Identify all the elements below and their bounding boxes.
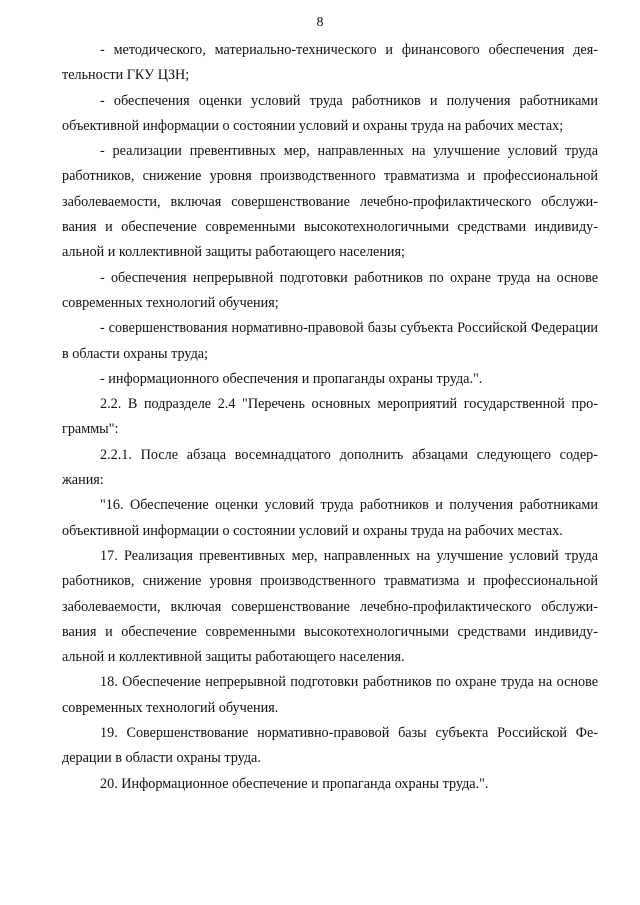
list-item-20: 20. Информационное обеспечение и пропаганда охраны труда.".	[100, 775, 489, 792]
paragraph-preventive-measures: - реализации превентивных мер, направленных на улучшение условий труда работников, снижение уровня производственного травматизма и профессиональной заболеваемости, включая совершенствование лечебно-профилактического обслуживания и обеспечение современными высокотехнологичными средствами индивидуальной и коллективной защиты работающего населения;	[62, 143, 598, 261]
paragraph-working-conditions-assessment: - обеспечения оценки условий труда работников и получения работниками объективной информации о состоянии условий и охраны труда на рабочих местах;	[62, 92, 598, 134]
list-item-18: 18. Обеспечение непрерывной подготовки работников по охране труда на основе современных технологий обучения.	[62, 674, 598, 716]
page-number: 8	[316, 15, 324, 30]
paragraph-regulatory-base: - совершенствования нормативно-правовой базы субъекта Российской Федерации в области охраны труда;	[62, 320, 598, 362]
paragraph-support-czn: - методического, материально-технического и финансового обеспечения деятельности ГКУ ЦЗН;	[62, 42, 598, 84]
list-item-19: 19. Совершенствование нормативно-правовой базы субъекта Российской Федерации в области охраны труда.	[62, 725, 598, 767]
document-body	[62, 38, 598, 797]
list-item-16: "16. Обеспечение оценки условий труда работников и получения работниками объективной информации о состоянии условий и охраны труда на рабочих местах.	[62, 497, 598, 539]
paragraph-section-2-2: 2.2. В подразделе 2.4 "Перечень основных мероприятий государственной программы":	[62, 396, 598, 438]
list-item-17: 17. Реализация превентивных мер, направленных на улучшение условий труда работников, снижение уровня производственного травматизма и профессиональной заболеваемости, включая совершенствование лечебно-профилактического обслуживания и обеспечение современными высокотехнологичными средствами индивидуальной и коллективной защиты работающего населения.	[62, 547, 598, 666]
paragraph-information-support: - информационного обеспечения и пропаганды охраны труда.".	[100, 370, 483, 387]
paragraph-section-2-2-1: 2.2.1. После абзаца восемнадцатого дополнить абзацами следующего содержания:	[62, 446, 598, 489]
paragraph-continuous-training: - обеспечения непрерывной подготовки работников по охране труда на основе современных технологий обучения;	[62, 269, 598, 311]
